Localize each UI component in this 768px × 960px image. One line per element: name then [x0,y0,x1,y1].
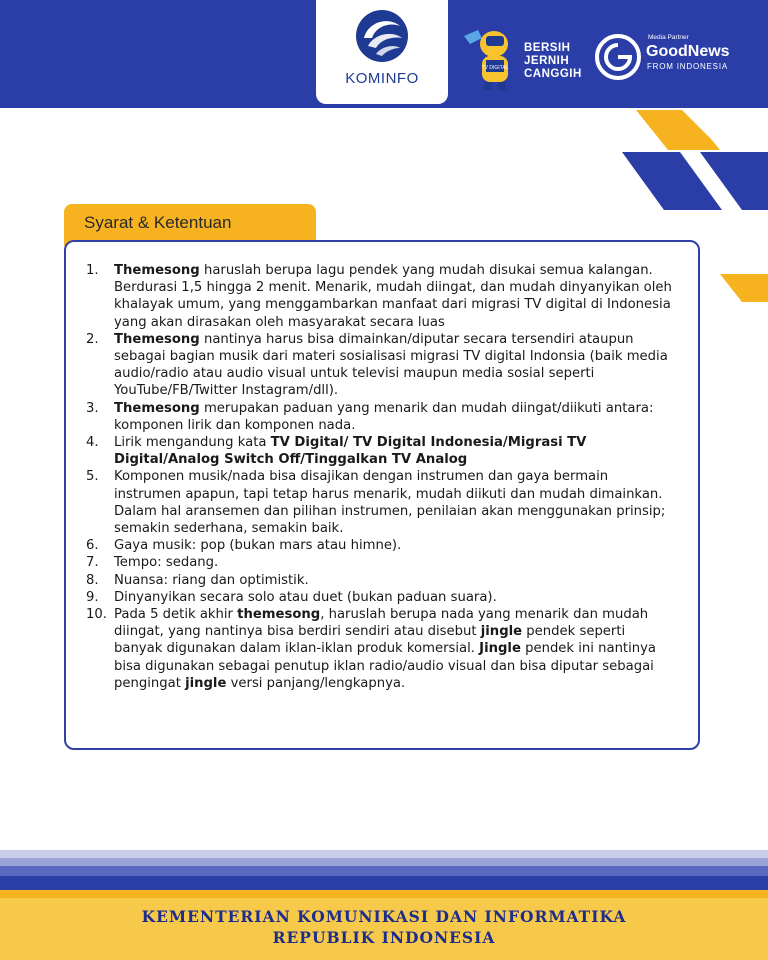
slogan-line: CANGGIH [524,68,582,80]
media-partner-label: Media Partner [648,34,689,41]
slogan-line: BERSIH [524,42,571,54]
list-item-text [114,262,676,331]
list-item-number: 2. [86,331,99,347]
list-item-text [114,468,676,537]
list-item [86,262,676,331]
mascot-badge-text: TV DIGITAL [481,65,509,71]
text-segment: Pada 5 detik akhir [114,607,238,623]
section-title: Syarat & Ketentuan [84,213,232,232]
bold-text-segment: themesong [237,607,321,623]
list-item-text [114,589,676,606]
list-item-text [114,554,676,571]
partner-name: GoodNews [646,43,730,60]
text-segment: versi panjang/lengkapnya. [226,675,406,691]
partner-subtitle: FROM INDONESIA [647,62,728,71]
footer-text [0,906,768,948]
text-segment: Lirik mengandung kata [114,435,271,451]
list-item [86,331,676,400]
text-segment: Gaya musik: pop (bukan mars atau himne). [114,538,402,554]
list-item-text [114,400,676,434]
list-item-number: 9. [86,589,99,605]
text-segment: pendek ini nantinya bisa digunakan sebagai penutup iklan radio/audio visual dan bisa diputar sebagai pengingat [114,641,657,691]
list-item-number: 3. [86,400,99,416]
text-segment: Nuansa: riang dan optimistik. [114,572,309,588]
bold-text-segment: Jingle [479,641,521,657]
terms-list [86,262,676,692]
bold-text-segment: Themesong [114,400,200,416]
list-item-number: 10. [86,607,107,623]
list-item-text [114,331,676,400]
bold-text-segment: TV Digital/ TV Digital Indonesia/Migrasi TV Digital/Analog Switch Off/Tinggalkan TV Analog [114,435,587,468]
bold-text-segment: jingle [185,675,227,691]
kominfo-logo-text: KOMINFO [345,70,419,87]
list-item [86,554,676,571]
text-segment: yang akan dirasakan oleh masyarakat secara luas [114,314,445,330]
text-segment: Komponen musik/nada bisa disajikan dengan instrumen dan gaya bermain instrumen apapun, tapi tetap harus menarik, mudah diikuti dan mudah dimainkan. Dalam hal aransemen dan pilihan instrumen, penilaian akan menggunakan prinsip; semakin sederhana, semakin baik. [114,469,666,537]
list-item [86,537,676,554]
list-item [86,400,676,434]
list-item-text [114,537,676,554]
list-item-number: 7. [86,555,99,571]
text-segment: , haruslah berupa nada yang menarik dan mudah diingat, yang nantinya bisa berdiri sendiri atau disebut [114,607,649,640]
text-segment: haruslah berupa lagu pendek yang mudah disukai semua kalangan. Berdurasi 1,5 hingga 2 menit. Menarik, mudah diingat, dan mudah dinyanyikan oleh khalayak umum, yang menggambarkan manfaat dari migrasi TV digital di Indonesia [114,263,672,313]
list-item-number: 4. [86,435,99,451]
list-item-number: 6. [86,538,99,554]
list-item-number: 8. [86,572,99,588]
list-item [86,606,676,692]
list-item-number: 1. [86,263,99,278]
footer-line-2: REPUBLIK INDONESIA [272,928,496,947]
bold-text-segment: Themesong [114,263,200,278]
text-segment: nantinya harus bisa dimainkan/diputar secara tersendiri ataupun sebagai bagian musik dari materi sosialisasi migrasi TV digital Indonsia (baik media audio/radio atau audio visual untuk televisi maupun media sosial seperti YouTube/FB/Twitter Instagram/dll). [114,331,668,399]
list-item [86,434,676,468]
text-segment: Dinyanyikan secara solo atau duet (bukan paduan suara). [114,589,497,605]
slogan-line: JERNIH [524,55,570,67]
list-item [86,589,676,606]
text-segment: pendek seperti banyak digunakan dalam iklan-iklan produk komersial. [114,624,626,657]
list-item-text [114,434,676,468]
bold-text-segment: jingle [480,624,523,640]
list-item [86,572,676,589]
text-segment: merupakan paduan yang menarik dan mudah diingat/diikuti antara: komponen lirik dan komponen nada. [114,400,654,433]
list-item [86,468,676,537]
text-segment: Tempo: sedang. [114,555,219,571]
deco-yellow-small [720,274,768,302]
list-item-number: 5. [86,469,99,485]
terms-box [64,240,700,750]
footer-line-1: KEMENTERIAN KOMUNIKASI DAN INFORMATIKA [141,907,627,926]
list-item-text [114,606,676,692]
bold-text-segment: Themesong [114,331,200,347]
list-item-text [114,572,676,589]
